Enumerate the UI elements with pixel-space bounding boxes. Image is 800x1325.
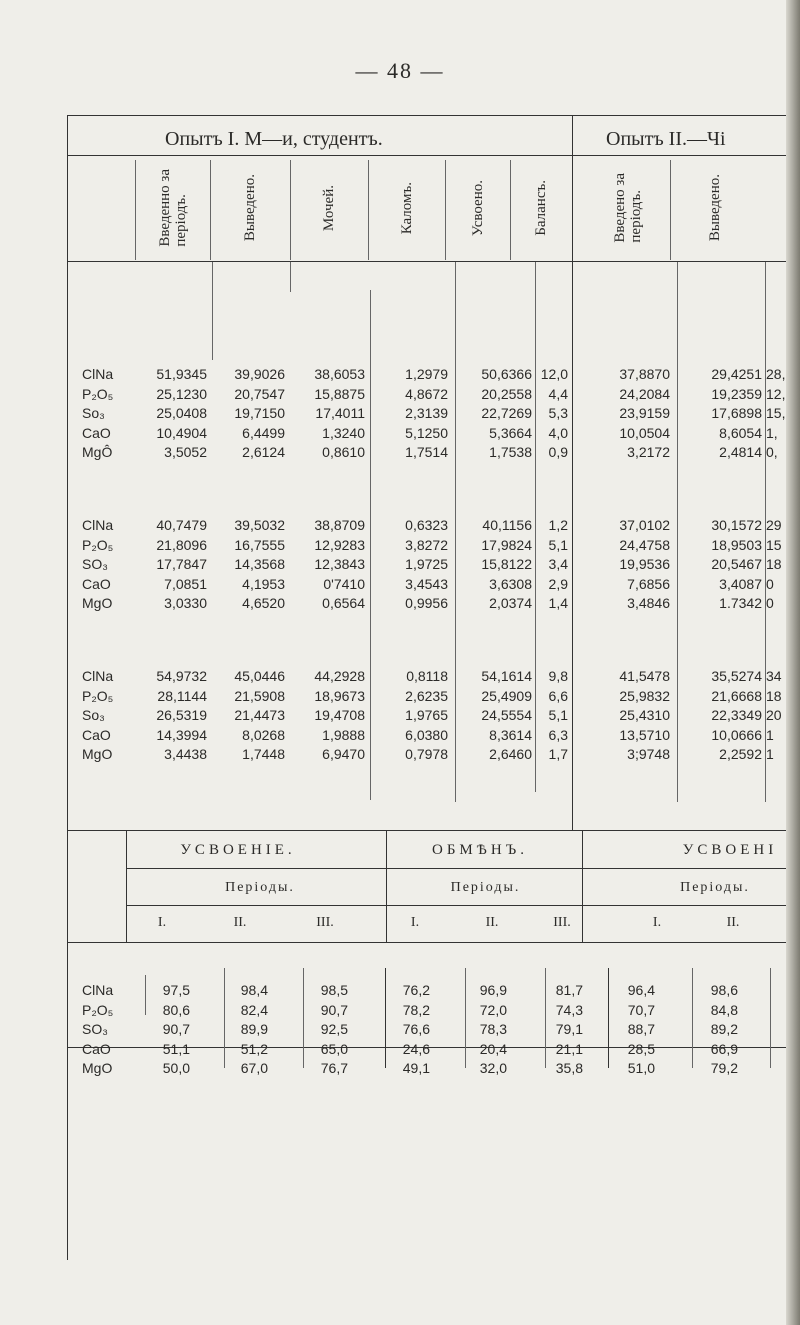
table-cell: 54,9732 [156,668,207,684]
col-header-excreted [210,158,290,258]
table-cell: 22,3349 [711,707,762,724]
table-cell: 45,0446 [234,668,285,684]
period-numeral: II. [726,915,740,930]
table-cell: 65,0 [320,1040,348,1057]
row-label: MgÔ [82,444,113,461]
table-cell: 24,2084 [619,385,670,402]
table-cell: 67,0 [240,1060,268,1077]
table-cell: 2,9 [548,575,568,592]
table-cell: 81,7 [555,982,583,998]
table-cell: 17,9824 [481,536,532,553]
periods-label: Періоды. [225,880,295,895]
cut-off-cell: 34 [766,668,782,684]
table-cell: 21,6668 [711,687,762,704]
page-number: — 48 — [355,58,445,83]
table-cell: 5,1 [548,536,568,553]
table-cell: 0,6564 [322,595,365,612]
table-cell: 96,9 [479,982,507,998]
assimilation-2-header: УСВОЕНІ [682,842,778,858]
header-divider [67,261,787,262]
cut-off-cell: 18 [766,687,782,704]
table-cell: 3,4543 [405,575,448,592]
table-cell: 2,4814 [719,444,762,461]
table-cell: 4,8672 [405,385,448,402]
table-cell: 16,7555 [234,536,285,553]
col-header-introduced-2 [585,158,670,258]
table-cell: 12,0 [540,366,568,382]
col-header-text: Каломъ. [398,181,415,235]
experiment-2-title: Опытъ II.—Чi [606,128,726,150]
table-cell: 37,0102 [619,517,670,533]
row-label: ClNa [82,668,114,684]
cut-off-cell: 15 [766,536,782,553]
period-numeral: II. [233,915,247,930]
experiment-1-title: Опытъ I. М—и, студентъ. [165,128,383,150]
row-label: P₂O₅ [82,1001,114,1018]
table-cell: 25,9832 [619,687,670,704]
table-cell: 3,8272 [405,536,448,553]
table-cell: 82,4 [240,1001,268,1018]
table-cell: 25,0408 [156,405,207,422]
table-cell: 17,6898 [711,405,762,422]
cut-off-cell: 12, [766,385,786,402]
table-cell: 0,9 [548,444,568,461]
table-cell: 5,1 [548,707,568,724]
table-cell: 10,0504 [619,424,670,441]
col-header-text: Балансъ. [533,180,549,236]
period-numeral: I. [652,915,662,930]
bottom-rule [126,905,786,906]
cut-off-cell: 1 [766,746,774,763]
bottom-body-sep [224,968,225,1068]
table-cell: 3,2172 [627,444,670,461]
col-header-text: Введено за періодъ. [611,173,644,243]
table-cell: 40,7479 [156,517,207,533]
cut-off-cell: 0 [766,575,774,592]
table-cell: 79,2 [710,1060,738,1077]
table-top-border [67,115,787,116]
table-cell: 3,6308 [489,575,532,592]
col-header-feces [368,158,445,258]
table-cell: 2,6124 [242,444,285,461]
table-cell: 19,4708 [314,707,365,724]
row-label: MgO [82,1060,113,1077]
table-cell: 74,3 [555,1001,583,1018]
table-cell: 14,3994 [156,726,207,743]
col-header-text: Введенно за періодъ. [156,169,189,247]
table-cell: 30,1572 [711,517,762,533]
table-cell: 1,7538 [489,444,532,461]
table-cell: 96,4 [627,982,655,998]
col-header-text: Мочей. [321,184,337,232]
period-numeral: III. [316,915,334,930]
col-header-balance [510,158,572,258]
period-numeral: I. [410,915,420,930]
exchange-header: ОБМѢНЪ. [431,842,529,858]
row-label: CaO [82,424,111,441]
table-cell: 44,2928 [314,668,365,684]
table-cell: 13,5710 [619,726,670,743]
period-numeral: I. [157,915,167,930]
row-label: SO₃ [82,1021,108,1038]
table-cell: 2,3139 [405,405,448,422]
experiment-divider [572,115,573,830]
table-cell: 24,5554 [481,707,532,724]
table-cell: 25,4310 [619,707,670,724]
table-cell: 29,4251 [711,366,762,382]
table-cell: 37,8870 [619,366,670,382]
table-cell: 20,7547 [234,385,285,402]
table-cell: 38,8709 [314,517,365,533]
col-header-text: Выведено. [242,174,258,242]
table-cell: 21,1 [555,1040,583,1057]
bottom-body-sep [608,968,609,1068]
table-cell: 15,8122 [481,556,532,573]
table-cell: 1,9888 [322,726,365,743]
table-cell: 98,4 [240,982,268,998]
table-cell: 1.7342 [719,595,762,612]
table-cell: 21,8096 [156,536,207,553]
table-cell: 0,8610 [322,444,365,461]
page-edge-shadow [786,0,800,1325]
bottom-body-sep [465,968,466,1068]
table-cell: 6,9470 [322,746,365,763]
table-cell: 4,6520 [242,595,285,612]
table-cell: 25,4909 [481,687,532,704]
table-cell: 97,5 [162,982,190,998]
col-header-excreted-2 [670,158,760,258]
table-cell: 76,2 [402,982,430,998]
cut-off-cell: 28, [766,366,786,382]
row-label: P₂O₅ [82,536,114,553]
table-cell: 1,2979 [405,366,448,382]
table-cell: 19,7150 [234,405,285,422]
body-sep [290,262,291,292]
periods-label: Періоды. [680,880,750,895]
table-cell: 1,9765 [405,707,448,724]
table-left-border [67,115,68,1260]
table-cell: 2,6235 [405,687,448,704]
table-cell: 35,8 [555,1060,583,1077]
table-cell: 3,4 [548,556,568,573]
table-cell: 6,3 [548,726,568,743]
table-cell: 35,5274 [711,668,762,684]
row-label: P₂O₅ [82,385,114,402]
table-cell: 6,6 [548,687,568,704]
period-numeral: III. [553,915,571,930]
bottom-body-sep [770,968,771,1068]
table-cell: 15,8875 [314,385,365,402]
table-cell: 3;9748 [627,746,670,763]
table-cell: 8,6054 [719,424,762,441]
table-cell: 0,9956 [405,595,448,612]
table-cell: 2,0374 [489,595,532,612]
table-cell: 70,7 [627,1001,655,1018]
table-cell: 40,1156 [482,517,532,533]
periods-label: Періоды. [450,880,521,895]
table-cell: 12,3843 [314,556,365,573]
table-cell: 6,0380 [405,726,448,743]
table-cell: 79,1 [555,1021,583,1038]
title-divider [67,155,787,156]
table-cell: 20,2558 [481,385,532,402]
row-label: CaO [82,1040,111,1057]
row-label: ClNa [82,982,114,998]
table-cell: 3,5052 [164,444,207,461]
table-cell: 76,7 [320,1060,348,1077]
row-label: So₃ [82,707,105,724]
table-cell: 38,6053 [314,366,365,382]
table-cell: 4,1953 [242,575,285,592]
bottom-sep [126,830,127,942]
table-cell: 72,0 [479,1001,507,1018]
table-cell: 1,4 [548,595,568,612]
col-header-introduced [135,158,210,258]
table-cell: 19,2359 [711,385,762,402]
table-cell: 66,9 [710,1040,738,1057]
table-cell: 3,4438 [164,746,207,763]
row-label: MgO [82,746,113,763]
table-cell: 18,9503 [711,536,762,553]
section-divider [67,830,787,831]
table-cell: 8,0268 [242,726,285,743]
table-cell: 89,9 [240,1021,268,1038]
table-cell: 90,7 [320,1001,348,1018]
bottom-body-sep [385,968,386,1068]
table-cell: 54,1614 [481,668,532,684]
table-cell: 22,7269 [481,405,532,422]
table-cell: 80,6 [162,1001,190,1018]
table-cell: 3,0330 [164,595,207,612]
cut-off-cell: 18 [766,556,782,573]
body-sep [212,262,213,360]
row-label: P₂O₅ [82,687,114,704]
table-cell: 10,0666 [711,726,762,743]
table-cell: 32,0 [479,1060,507,1077]
table-cell: 2,2592 [719,746,762,763]
table-cell: 3,4846 [627,595,670,612]
table-cell: 39,9026 [234,366,285,382]
table-cell: 25,1230 [156,385,207,402]
row-label: MgO [82,595,113,612]
table-cell: 6,4499 [242,424,285,441]
table-cell: 21,4473 [234,707,285,724]
col-header-urine [290,158,368,258]
table-cell: 8,3614 [489,726,532,743]
table-cell: 28,1144 [157,687,207,704]
table-cell: 5,1250 [405,424,448,441]
table-cell: 17,7847 [156,556,207,573]
table-cell: 18,9673 [314,687,365,704]
col-header-assimilated [445,158,510,258]
table-cell: 51,9345 [156,366,207,382]
table-cell: 41,5478 [619,668,670,684]
row-label: SO₃ [82,556,108,573]
table-cell: 0,7978 [405,746,448,763]
table-cell: 76,6 [402,1021,430,1038]
row-label: CaO [82,726,111,743]
cut-off-cell: 29 [766,517,782,533]
table-cell: 50,6366 [481,366,532,382]
row-label: CaO [82,575,111,592]
table-cell: 0,6323 [405,517,448,533]
table-cell: 9,8 [548,668,568,684]
table-cell: 49,1 [402,1060,430,1077]
table-cell: 24,6 [402,1040,430,1057]
cut-off-cell: 20 [766,707,782,724]
row-label: So₃ [82,405,105,422]
table-cell: 26,5319 [156,707,207,724]
bottom-body-sep [303,968,304,1068]
col-header-text: Выведено. [707,174,723,242]
table-cell: 51,2 [240,1040,268,1057]
table-cell: 88,7 [627,1021,655,1038]
table-cell: 1,3240 [322,424,365,441]
table-cell: 0'7410 [323,575,365,592]
table-cell: 98,6 [710,982,738,998]
table-cell: 1,7448 [242,746,285,763]
table-cell: 1,7 [548,746,568,763]
table-cell: 5,3664 [489,424,532,441]
bottom-rule [67,942,787,943]
table-cell: 2,6460 [489,746,532,763]
bottom-rule [126,868,786,869]
table-cell: 5,3 [548,405,568,422]
row-label: ClNa [82,517,114,533]
cut-off-cell: 15, [766,405,786,422]
cut-off-cell: 0, [766,444,778,461]
table-cell: 92,5 [320,1021,348,1038]
table-cell: 20,4 [479,1040,507,1057]
table-cell: 89,2 [710,1021,738,1038]
table-cell: 50,0 [162,1060,190,1077]
cut-off-cell: 0 [766,595,774,612]
assimilation-header: УСВОЕНІЕ. [180,842,296,858]
table-cell: 51,0 [627,1060,655,1077]
table-cell: 7,0851 [164,575,207,592]
table-cell: 28,5 [627,1040,655,1057]
table-cell: 7,6856 [627,575,670,592]
bottom-body-sep [145,975,146,1015]
cut-off-cell: 1 [766,726,774,743]
table-cell: 78,2 [402,1001,430,1018]
table-cell: 90,7 [162,1021,190,1038]
period-numeral: II. [485,915,499,930]
bottom-sep [386,830,387,942]
col-header-text: Усвоено. [469,179,486,237]
table-cell: 17,4011 [315,405,365,422]
table-cell: 51,1 [162,1040,190,1057]
row-label: ClNa [82,366,114,382]
table-cell: 12,9283 [314,536,365,553]
table-cell: 1,2 [548,517,568,533]
cut-off-cell: 1, [766,424,778,441]
table-cell: 1,7514 [405,444,448,461]
table-cell: 20,5467 [711,556,762,573]
bottom-body-sep [545,968,546,1068]
table-cell: 0,8118 [406,668,448,684]
table-cell: 4,4 [548,385,568,402]
bottom-body-sep [692,968,693,1068]
table-cell: 3,4087 [719,575,762,592]
table-cell: 21,5908 [234,687,285,704]
table-cell: 78,3 [479,1021,507,1038]
table-cell: 98,5 [320,982,348,998]
table-cell: 84,8 [710,1001,738,1018]
table-cell: 4,0 [548,424,568,441]
table-cell: 10,4904 [156,424,207,441]
table-cell: 23,9159 [619,405,670,422]
table-cell: 14,3568 [234,556,285,573]
table-cell: 1,9725 [405,556,448,573]
table-cell: 39,5032 [234,517,285,533]
table-cell: 19,9536 [619,556,670,573]
table-cell: 24,4758 [619,536,670,553]
